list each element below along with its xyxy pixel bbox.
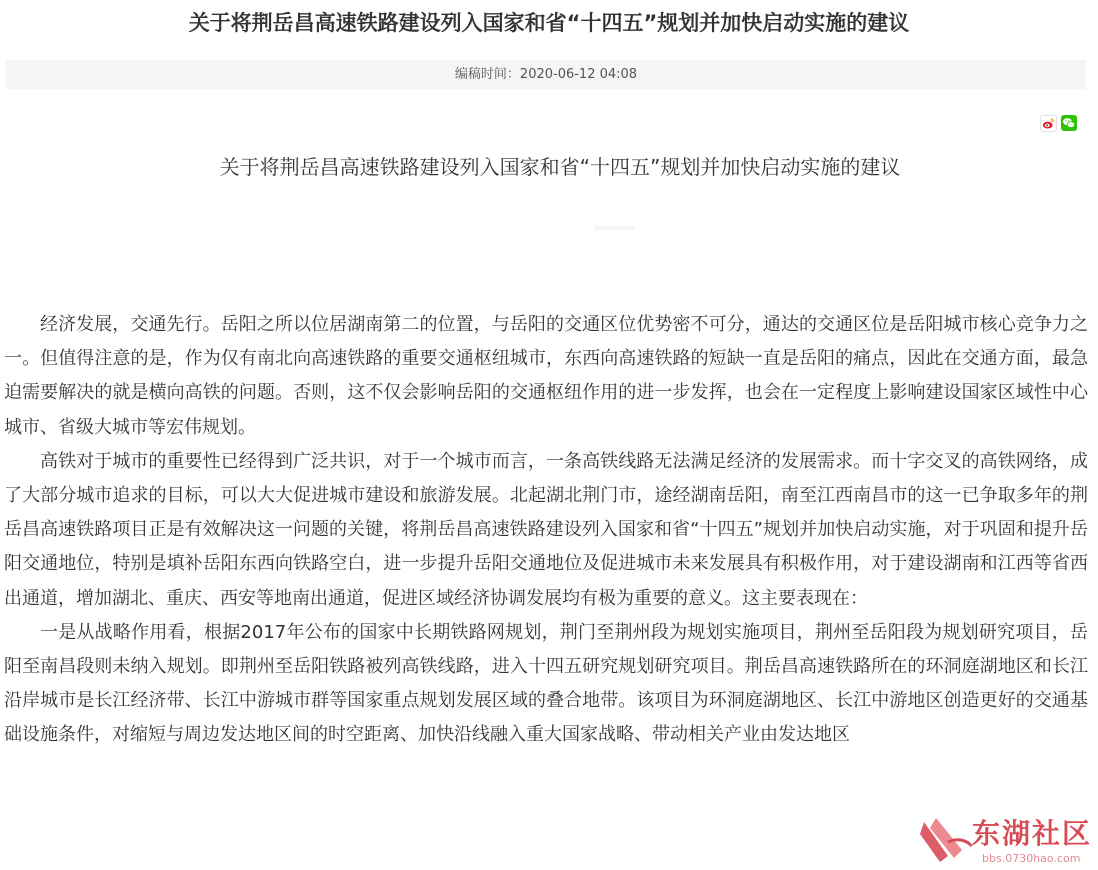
wechat-icon xyxy=(1062,116,1076,130)
paragraph-2: 高铁对于城市的重要性已经得到广泛共识，对于一个城市而言，一条高铁线路无法满足经济的发展需求。而十字交叉的高铁网络，成了大部分城市追求的目标，可以大大促进城市建设和旅游发展。北起湖北荆门市，途经湖南岳阳，南至江西南昌市的这一已争取多年的荆岳昌高速铁路项目正是有效解决这一问题的关键，将荆岳昌高速铁路建设列入国家和省“十四五”规划并加快启动实施，对于巩固和提升岳阳交通地位，特别是填补岳阳东西向铁路空白，进一步提升岳阳交通地位及促进城市未来发展具有积极作用，对于建设湖南和江西等省西出通道，增加湖北、重庆、西安等地南出通道，促进区域经济协调发展均有极为重要的意义。这主要表现在： xyxy=(4,450,1088,609)
publish-time-bar xyxy=(6,60,1086,89)
weibo-icon xyxy=(1042,117,1055,130)
wechat-share-button[interactable] xyxy=(1061,115,1077,131)
watermark-brand: 东湖社区 xyxy=(972,817,1093,850)
paragraph-3: 一是从战略作用看，根据2017年公布的国家中长期铁路网规划，荆门至荆州段为规划实施项目，荆州至岳阳段为规划研究项目，岳阳至南昌段则未纳入规划。即荆州至岳阳铁路被列高铁线路，进入十四五研究规划研究项目。荆岳昌高速铁路所在的环洞庭湖地区和长江沿岸城市是长江经济带、长江中游城市群等国家重点规划发展区域的叠合地带。该项目为环洞庭湖地区、长江中游地区创造更好的交通基础设施条件，对缩短与周边发达地区间的时空距离、加快沿线融入重大国家战略、带动相关产业由发达地区 xyxy=(4,621,1088,746)
paragraph-1: 经济发展，交通先行。岳阳之所以位居湖南第二的位置，与岳阳的交通区位优势密不可分，通达的交通区位是岳阳城市核心竞争力之一。但值得注意的是，作为仅有南北向高速铁路的重要交通枢纽城市，东西向高速铁路的短缺一直是岳阳的痛点，因此在交通方面，最急迫需要解决的就是横向高铁的问题。否则，这不仅会影响岳阳的交通枢纽作用的进一步发挥，也会在一定程度上影响建设国家区域性中心城市、省级大城市等宏伟规划。 xyxy=(4,314,1088,438)
site-watermark xyxy=(918,808,1098,870)
weibo-share-button[interactable] xyxy=(1040,115,1057,132)
donghu-logo-icon xyxy=(918,812,978,868)
watermark-url: bbs.0730hao.com xyxy=(982,852,1081,865)
article-title: 关于将荆岳昌高速铁路建设列入国家和省“十四五”规划并加快启动实施的建议 xyxy=(219,155,901,179)
share-toolbar xyxy=(1040,115,1077,132)
article-body xyxy=(4,308,1088,753)
faint-divider xyxy=(595,226,635,230)
page-title: 关于将荆岳昌高速铁路建设列入国家和省“十四五”规划并加快启动实施的建议 xyxy=(188,11,910,35)
publish-time: 编稿时间：2020-06-12 04:08 xyxy=(454,67,638,82)
